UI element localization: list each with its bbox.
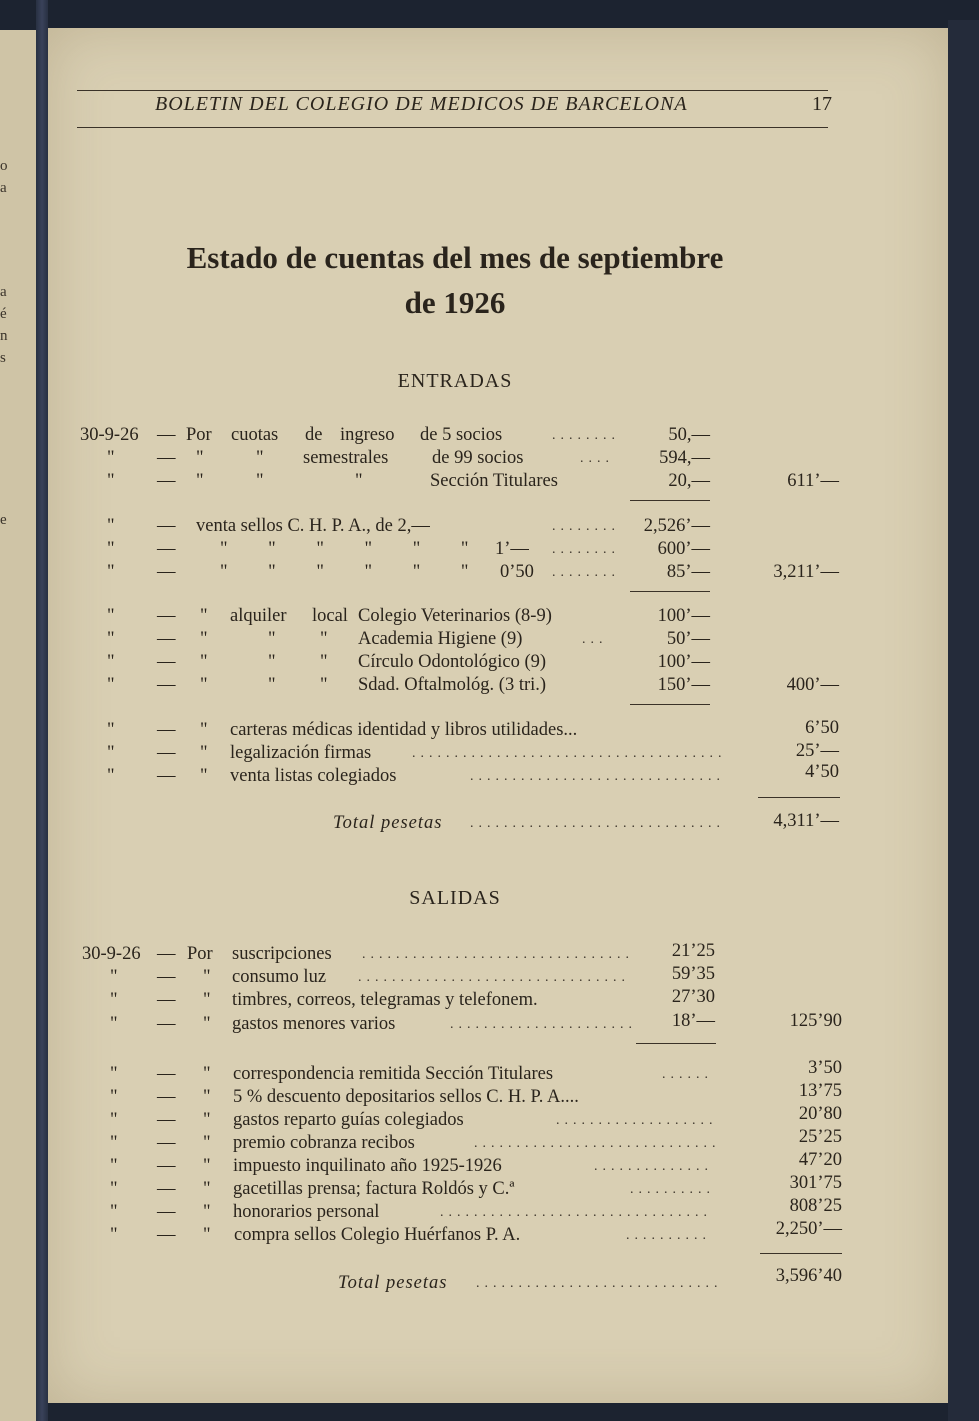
left-page-margin [0, 30, 36, 1421]
ditto-mark: " [107, 539, 115, 559]
row-subtotal: 25’25 [798, 1127, 842, 1147]
row-word: alquiler [230, 606, 287, 626]
row-dash: — [157, 539, 176, 559]
row-subtotal: 3’50 [808, 1058, 842, 1078]
ditto-mark: " [107, 562, 115, 582]
row-description: de 99 socios [432, 448, 524, 468]
ditto-mark: " [107, 516, 115, 536]
ditto-mark: " [107, 471, 115, 491]
row-description: impuesto inquilinato año 1925-1926 [233, 1156, 502, 1176]
row-dash: — [157, 967, 176, 987]
row-dash: — [157, 675, 176, 695]
row-subtotal: 4’50 [805, 762, 839, 782]
ditto-mark: " [200, 743, 208, 763]
row-subtotal: 2,250’— [775, 1219, 842, 1239]
ditto-mark: " [320, 675, 328, 695]
total-value: 4,311’— [773, 811, 839, 831]
row-subtotal: 301’75 [789, 1173, 842, 1193]
row-description: venta sellos C. H. P. A., de 2,— [196, 516, 430, 536]
left-page-fragment: a [0, 284, 7, 300]
total-label: Total pesetas [333, 813, 443, 833]
row-amount: 150’— [657, 675, 710, 695]
row-dash: — [157, 652, 176, 672]
row-subtotal: 47’20 [798, 1150, 842, 1170]
row-dash: — [157, 471, 176, 491]
row-prefix: Por [187, 944, 213, 964]
row-amount: 100’— [657, 652, 710, 672]
row-amount: 20,— [668, 471, 710, 491]
row-amount: 100’— [657, 606, 710, 626]
header-rule-bottom [77, 127, 828, 128]
row-description: correspondencia remitida Sección Titulares [233, 1064, 554, 1084]
row-description: Sdad. Oftalmológ. (3 tri.) [358, 675, 547, 695]
row-amount: 50’— [666, 629, 710, 649]
row-dash: — [157, 1087, 176, 1107]
ditto-mark: " [203, 1133, 211, 1153]
total-rule [758, 797, 840, 798]
total-value: 3,596’40 [775, 1266, 842, 1286]
ditto-mark: " [268, 652, 276, 672]
header-rule-top [77, 90, 828, 91]
running-header-title: BOLETIN DEL COLEGIO DE MEDICOS DE BARCELONA [155, 93, 688, 115]
page-number: 17 [812, 93, 832, 115]
row-amount: 50,— [668, 425, 710, 445]
row-description: de 5 socios [420, 425, 503, 445]
row-dash: — [157, 425, 176, 445]
ditto-mark: " [107, 766, 115, 786]
ditto-mark: " [203, 1202, 211, 1222]
row-subtotal: 3,211’— [773, 562, 839, 582]
row-dash: — [157, 1202, 176, 1222]
ditto-mark: " [256, 448, 264, 468]
row-subtotal: 6’50 [805, 718, 839, 738]
row-dash: — [157, 1225, 176, 1245]
ditto-mark: " [107, 448, 115, 468]
row-dash: — [157, 720, 176, 740]
ditto-mark: " [110, 1014, 118, 1034]
row-word: semestrales [303, 448, 389, 468]
left-page-fragment: e [0, 512, 7, 528]
left-page-fragment: s [0, 350, 6, 366]
subtotal-rule [630, 591, 710, 592]
row-description: Academia Higiene (9) [358, 629, 523, 649]
ditto-mark: " [107, 629, 115, 649]
row-description: gacetillas prensa; factura Roldós y C.ª [233, 1179, 515, 1199]
ditto-mark: " [203, 1225, 211, 1245]
row-amount: 59’35 [671, 964, 715, 984]
ditto-mark: " [110, 990, 118, 1010]
total-rule [760, 1253, 842, 1254]
ditto-mark: " [203, 990, 211, 1010]
row-word: ingreso [340, 425, 395, 445]
ditto-mark: " [110, 1156, 118, 1176]
row-amount: 85’— [666, 562, 710, 582]
section-heading-entradas: ENTRADAS [397, 370, 513, 392]
row-subtotal: 13’75 [798, 1081, 842, 1101]
row-dash: — [157, 944, 176, 964]
row-description: honorarios personal [233, 1202, 380, 1222]
document-title-line2: de 1926 [404, 285, 506, 320]
ditto-mark: " [203, 967, 211, 987]
total-label: Total pesetas [338, 1273, 448, 1293]
row-dash: — [157, 1110, 176, 1130]
ditto-mark: " [107, 606, 115, 626]
row-description: gastos menores varios [232, 1014, 396, 1034]
document-title-line1: Estado de cuentas del mes de septiembre [186, 240, 724, 275]
ditto-mark: " [200, 629, 208, 649]
row-word: de [305, 425, 323, 445]
row-description: Sección Titulares [430, 471, 558, 491]
row-subtotal: 808’25 [789, 1196, 842, 1216]
ditto-mark: " [320, 652, 328, 672]
row-amount: 21’25 [671, 941, 715, 961]
row-dash: — [157, 448, 176, 468]
row-word: local [312, 606, 348, 626]
ditto-mark: " [200, 766, 208, 786]
subtotal-rule [636, 1043, 716, 1044]
left-page-fragment: o [0, 158, 8, 174]
ditto-mark: " [110, 1179, 118, 1199]
row-description: 1’— [495, 539, 529, 559]
ditto-mark: " [110, 1133, 118, 1153]
row-subtotal: 20’80 [798, 1104, 842, 1124]
row-dash: — [157, 1014, 176, 1034]
ditto-mark: " [268, 675, 276, 695]
ditto-mark: " [203, 1179, 211, 1199]
ditto-mark: " [200, 720, 208, 740]
ditto-mark: " [107, 720, 115, 740]
ditto-mark: " [107, 743, 115, 763]
book-edge [948, 20, 979, 1421]
row-dash: — [157, 766, 176, 786]
ditto-mark: " [110, 1064, 118, 1084]
ditto-marks: " " " " " " [220, 562, 469, 582]
ditto-mark: " [110, 1087, 118, 1107]
ditto-mark: " [203, 1156, 211, 1176]
ditto-mark: " [203, 1064, 211, 1084]
row-date: 30-9-26 [82, 944, 141, 964]
left-page-fragment: a [0, 180, 7, 196]
row-date: 30-9-26 [80, 425, 139, 445]
ditto-mark: " [110, 967, 118, 987]
row-dash: — [157, 629, 176, 649]
row-description: premio cobranza recibos [233, 1133, 415, 1153]
left-page-fragment: n [0, 328, 8, 344]
row-word: cuotas [231, 425, 279, 445]
ditto-mark: " [196, 448, 204, 468]
ditto-mark: " [110, 1225, 118, 1245]
row-description: suscripciones [232, 944, 332, 964]
ditto-mark: " [200, 652, 208, 672]
row-subtotal: 125’90 [789, 1011, 842, 1031]
row-description: 0’50 [500, 562, 534, 582]
row-description: legalización firmas [230, 743, 372, 763]
ditto-mark: " [110, 1110, 118, 1130]
ditto-mark: " [107, 652, 115, 672]
row-dash: — [157, 1156, 176, 1176]
ditto-mark: " [203, 1110, 211, 1130]
row-dash: — [157, 1179, 176, 1199]
row-subtotal: 611’— [787, 471, 839, 491]
row-description: compra sellos Colegio Huérfanos P. A. [234, 1225, 521, 1245]
row-amount: 27’30 [671, 987, 715, 1007]
ditto-mark: " [107, 675, 115, 695]
ditto-mark: " [203, 1087, 211, 1107]
ditto-mark: " [200, 675, 208, 695]
row-description: carteras médicas identidad y libros utilidades... [230, 720, 578, 740]
row-description: consumo luz [232, 967, 327, 987]
ditto-mark: " [268, 629, 276, 649]
ditto-mark: " [256, 471, 264, 491]
row-amount: 600’— [657, 539, 710, 559]
row-amount: 2,526’— [643, 516, 710, 536]
row-dash: — [157, 562, 176, 582]
row-subtotal: 25’— [795, 741, 839, 761]
row-dash: — [157, 1064, 176, 1084]
row-amount: 18’— [671, 1011, 715, 1031]
row-dash: — [157, 606, 176, 626]
ditto-mark: " [355, 471, 363, 491]
row-dash: — [157, 1133, 176, 1153]
ditto-mark: " [320, 629, 328, 649]
ditto-mark: " [203, 1014, 211, 1034]
row-description: Círculo Odontológico (9) [358, 652, 547, 672]
subtotal-rule [630, 704, 710, 705]
row-dash: — [157, 990, 176, 1010]
row-dash: — [157, 743, 176, 763]
row-description: 5 % descuento depositarios sellos C. H. P. A.... [233, 1087, 579, 1107]
row-amount: 594,— [659, 448, 710, 468]
book-spine [36, 0, 48, 1421]
section-heading-salidas: SALIDAS [409, 887, 501, 909]
ditto-mark: " [200, 606, 208, 626]
row-prefix: Por [186, 425, 212, 445]
ditto-marks: " " " " " " [220, 539, 469, 559]
ditto-mark: " [196, 471, 204, 491]
row-dash: — [157, 516, 176, 536]
row-description: timbres, correos, telegramas y telefonem. [232, 990, 538, 1010]
row-description: Colegio Veterinarios (8-9) [358, 606, 552, 626]
row-description: gastos reparto guías colegiados [233, 1110, 464, 1130]
subtotal-rule [630, 500, 710, 501]
row-subtotal: 400’— [786, 675, 839, 695]
row-description: venta listas colegiados [230, 766, 397, 786]
left-page-fragment: é [0, 306, 7, 322]
ditto-mark: " [110, 1202, 118, 1222]
